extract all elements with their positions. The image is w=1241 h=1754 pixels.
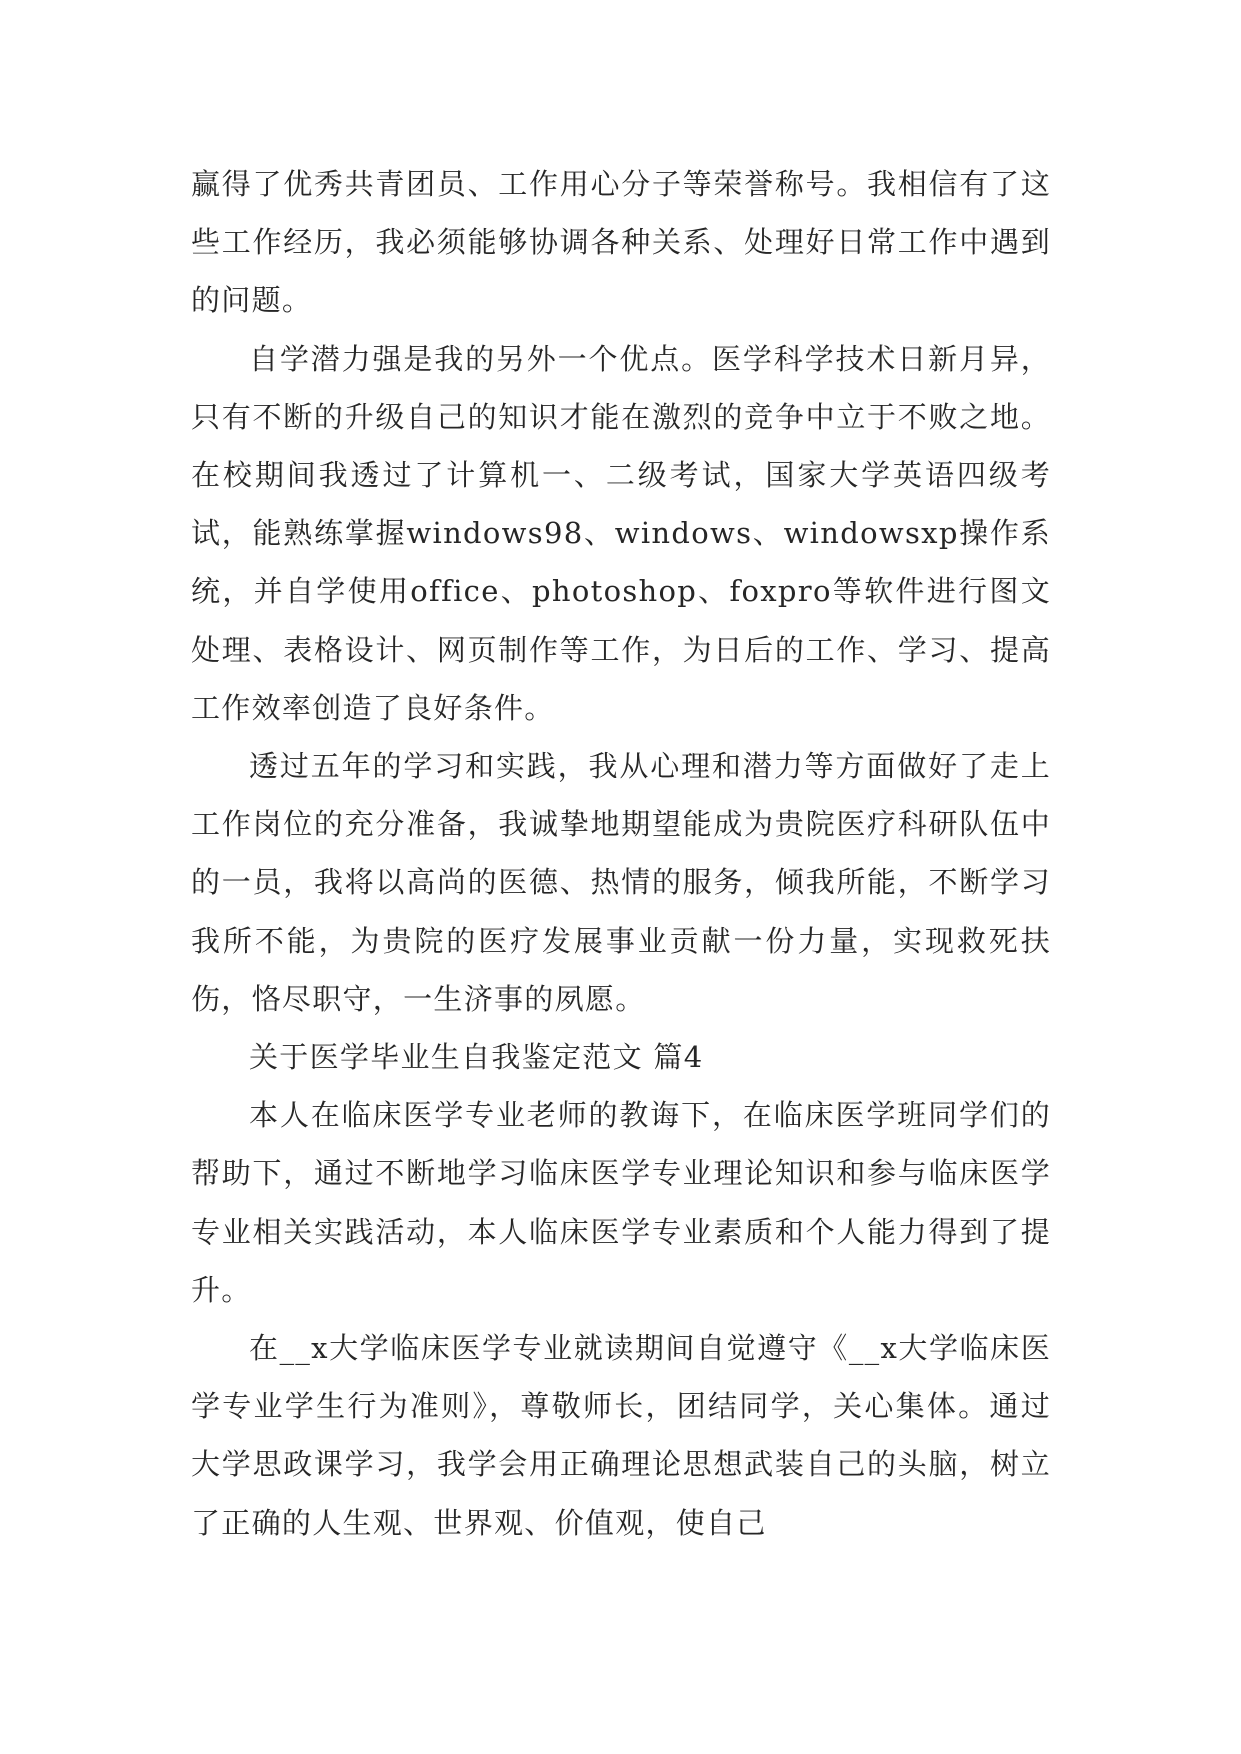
document-body xyxy=(191,155,1051,1552)
paragraph-self-study: 自学潜力强是我的另外一个优点。医学科学技术日新月异，只有不断的升级自己的知识才能在激烈的竞争中立于不败之地。在校期间我透过了计算机一、二级考试，国家大学英语四级考试，能熟练掌握windows98、windows、windowsxp操作系统，并自学使用office、photoshop、foxpro等软件进行图文处理、表格设计、网页制作等工作，为日后的工作、学习、提高工作效率创造了良好条件。 xyxy=(191,341,1051,725)
section-heading: 关于医学毕业生自我鉴定范文 篇4 xyxy=(249,1040,704,1075)
paragraph-honors: 赢得了优秀共青团员、工作用心分子等荣誉称号。我相信有了这些工作经历，我必须能够协调各种关系、处理好日常工作中遇到的问题。 xyxy=(191,167,1051,318)
paragraph-clinical-study: 本人在临床医学专业老师的教诲下，在临床医学班同学们的帮助下，通过不断地学习临床医学专业理论知识和参与临床医学专业相关实践活动，本人临床医学专业素质和个人能力得到了提升。 xyxy=(191,1098,1051,1307)
paragraph-conduct: 在__x大学临床医学专业就读期间自觉遵守《__x大学临床医学专业学生行为准则》，尊敬师长，团结同学，关心集体。通过大学思政课学习，我学会用正确理论思想武装自己的头脑，树立了正确的人生观、世界观、价值观，使自己 xyxy=(191,1331,1051,1540)
paragraph-preparation: 透过五年的学习和实践，我从心理和潜力等方面做好了走上工作岗位的充分准备，我诚挚地期望能成为贵院医疗科研队伍中的一员，我将以高尚的医德、热情的服务，倾我所能，不断学习我所不能，为贵院的医疗发展事业贡献一份力量，实现救死扶伤，恪尽职守，一生济事的夙愿。 xyxy=(191,749,1051,1016)
